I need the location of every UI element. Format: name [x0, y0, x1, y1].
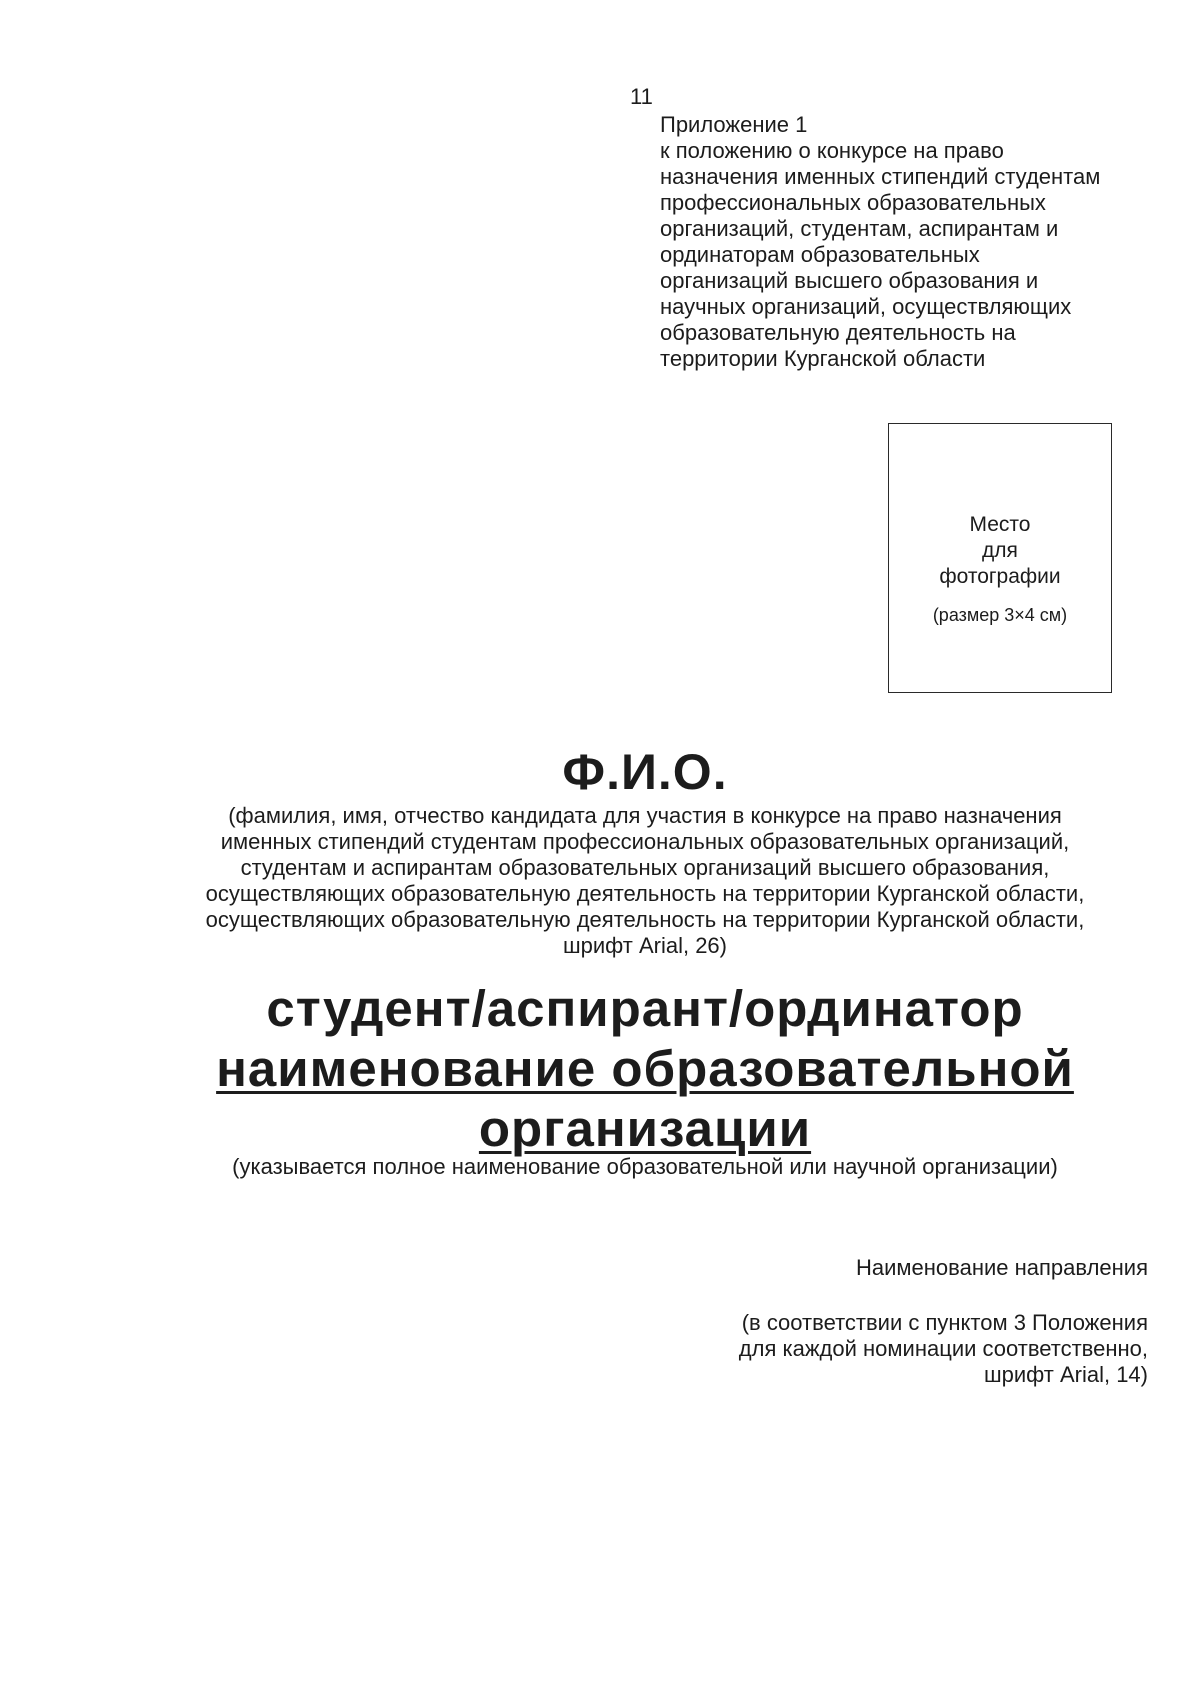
page-number: 11 — [630, 84, 653, 109]
appendix-line: территории Курганской области — [660, 346, 986, 371]
fio-heading: Ф.И.О. — [562, 744, 728, 800]
direction-note — [739, 1310, 1148, 1388]
fio-note-line: шрифт Arial, 26) — [562, 933, 727, 958]
fio-note-line: именных стипендий студентам профессиональных образовательных организаций, — [220, 829, 1070, 854]
fio-note — [0, 803, 1200, 959]
photo-size-note: (размер 3×4 см) — [932, 605, 1068, 625]
organization-title-line — [0, 1099, 1200, 1159]
organization-title-text: организации — [478, 1100, 812, 1157]
photo-caption-line: для — [982, 539, 1018, 562]
photo-caption-line: Место — [969, 513, 1031, 536]
fio-note-line: (фамилия, имя, отчество кандидата для участия в конкурсе на право назначения — [228, 803, 1062, 828]
appendix-line: к положению о конкурсе на право — [660, 138, 1004, 163]
appendix-line: назначения именных стипендий студентам — [660, 164, 1101, 189]
appendix-line: образовательную деятельность на — [660, 320, 1016, 345]
appendix-line: организаций высшего образования и — [660, 268, 1039, 293]
direction-note-line: (в соответствии с пунктом 3 Положения — [741, 1310, 1148, 1335]
direction-note-line: шрифт Arial, 14) — [983, 1362, 1148, 1387]
photo-caption-line: фотографии — [939, 565, 1061, 588]
fio-note-line: осуществляющих образовательную деятельность на территории Курганской области, — [205, 881, 1085, 906]
fio-note-line: студентам и аспирантам образовательных организаций высшего образования, — [240, 855, 1050, 880]
appendix-line: ординаторам образовательных — [660, 242, 980, 267]
organization-title-line — [0, 1039, 1200, 1099]
direction-title: Наименование направления — [856, 1255, 1148, 1280]
organization-note: (указывается полное наименование образовательной или научной организации) — [232, 1154, 1058, 1179]
photo-placeholder — [888, 423, 1112, 693]
appendix-line: профессиональных образовательных — [660, 190, 1046, 215]
status-heading: студент/аспирант/ординатор — [266, 980, 1024, 1037]
fio-note-line: осуществляющих образовательную деятельность на территории Курганской области, — [205, 907, 1085, 932]
appendix-caption — [660, 112, 1160, 372]
photo-caption — [889, 512, 1111, 590]
direction-note-line: для каждой номинации соответственно, — [738, 1336, 1148, 1361]
organization-title — [0, 1039, 1200, 1159]
appendix-line: научных организаций, осуществляющих — [660, 294, 1072, 319]
appendix-line: организаций, студентам, аспирантам и — [660, 216, 1059, 241]
appendix-title: Приложение 1 — [660, 112, 808, 137]
organization-title-text: наименование образовательной — [216, 1040, 1074, 1097]
